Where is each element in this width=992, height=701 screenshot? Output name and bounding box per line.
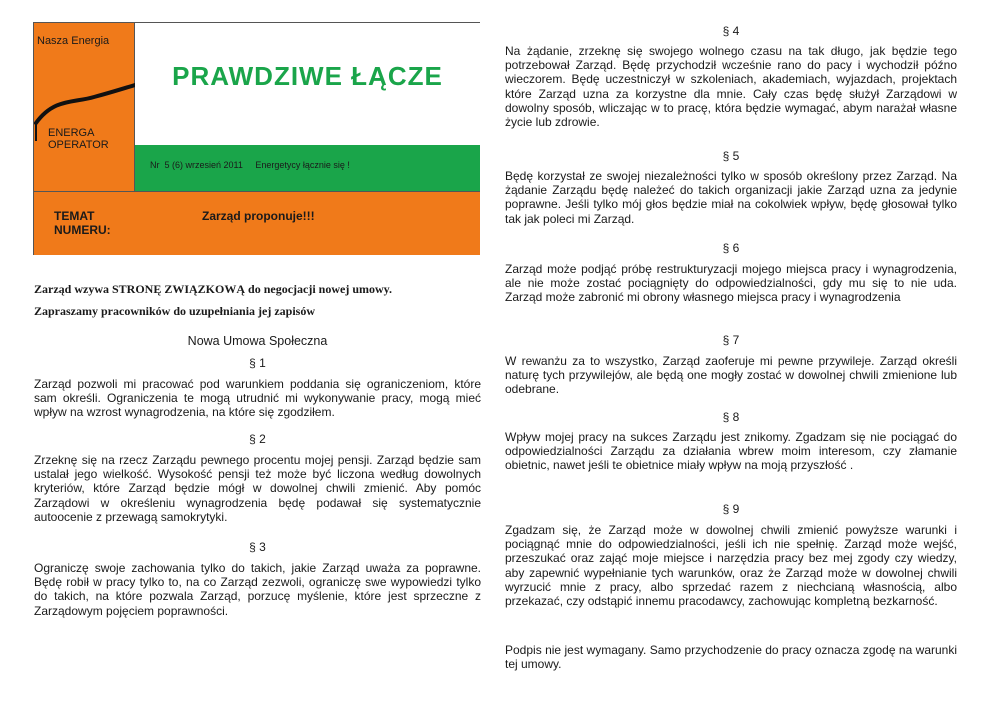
closing-note: Podpis nie jest wymagany. Samo przychodzenie do pracy oznacza zgodę na warunki tej umowy. bbox=[505, 643, 957, 672]
section-text: Na żądanie, zrzeknę się swojego wolnego czasu na tak długo, jak będzie tego potrzebował Zarząd. Będę przychodził wcześnie rano do pacy i wychodził późno wieczorem. Będę uczestniczył w szkoleniach, akademiach, wyjazdach, projektach które Zarząd uzna za korzystne dla mnie. Cały czas będę służył Zarządowi w dowolny sposób, wliczając w to pracę, która będzie wymagać, abym narażał własne życie lub zdrowie. bbox=[505, 44, 957, 130]
topic-label-line1: TEMAT bbox=[54, 209, 95, 223]
section-text: Zarząd może podjąć próbę restrukturyzacji mojego miejsca pracy i wynagrodzenia, ale nie może zostać pociągnięty do odpowiedzialności, gdy mu się to nie uda. Zarząd może zabronić mi obrony własnego miejsca pracy i wynagrodzenia bbox=[505, 262, 957, 305]
section-heading: § 3 bbox=[249, 540, 266, 554]
topic-value: Zarząd proponuje!!! bbox=[202, 209, 315, 223]
section-heading: § 6 bbox=[722, 241, 740, 255]
operator-name: ENERGA OPERATOR bbox=[48, 127, 109, 151]
topic-label-line2: NUMERU: bbox=[54, 223, 111, 237]
newsletter-title: PRAWDZIWE ŁĄCZE bbox=[172, 61, 443, 91]
section-text: Zgadzam się, że Zarząd może w dowolnej chwili zmienić powyższe warunki i pociągnąć mnie do odpowiedzialności, jeśli ich nie spełnię. Zarząd może wejść, przeszukać oraz zająć moje miejsce i narzędzia pracy bez mej zgody czy wiedzy, aby zapewnić wypełnianie tych warunków, oraz że Zarząd może w dowolnej chwili wyrzucić mnie z pracy, albo sprzedać razem z niechcianą własnością, albo przekazać, czy odstąpić innemu pracodawcy, zachowując kompletną bezkarność. bbox=[505, 523, 957, 609]
issue-info: Nr 5 (6) wrzesień 2011 Energetycy łącznie się ! bbox=[150, 160, 350, 170]
lead-line-2: Zapraszamy pracowników do uzupełniania jej zapisów bbox=[34, 304, 316, 318]
section-heading: § 4 bbox=[722, 24, 740, 38]
section-text: Będę korzystał ze swojej niezależności tylko w sposób określony przez Zarząd. Na żądanie Zarządu będę należeć do takich organizacji jakie Zarząd uzna za jedynie poprawne. Jeśli tylko mój głos będzie miał na cokolwiek wpływ, będę głosował tylko tak jak poleci mi Zarząd. bbox=[505, 169, 957, 226]
section-text: Wpływ mojej pracy na sukces Zarządu jest znikomy. Zgadzam się nie pociągać do odpowiedzialności Zarządu za działania wbrew moim interesom, czy złamanie obietnic, nawet jeśli te obietnice miały wpływ na moją przyszłość . bbox=[505, 430, 957, 473]
lead-line-1: Zarząd wzywa STRONĘ ZWIĄZKOWĄ do negocjacji nowej umowy. bbox=[34, 282, 393, 296]
document-title: Nowa Umowa Społeczna bbox=[187, 334, 328, 348]
section-heading: § 8 bbox=[722, 410, 740, 424]
section-heading: § 9 bbox=[722, 502, 740, 516]
section-heading: § 1 bbox=[249, 356, 266, 370]
publisher-name: Nasza Energia bbox=[37, 35, 110, 47]
section-text: Zrzeknę się na rzecz Zarządu pewnego procentu mojej pensji. Zarząd będzie sam ustalał jego wielkość. Wysokość pensji też może być liczona według dowolnych kryteriów, które Zarząd będzie mógł w dowolnej chwili zmienić. Aby pomóc Zarządowi w określeniu wynagrodzenia będę podawał się systematycznie autoocenie z przewagą samokrytyki. bbox=[34, 453, 481, 524]
masthead bbox=[33, 22, 480, 255]
topic-label bbox=[54, 209, 111, 237]
section-text: Ograniczę swoje zachowania tylko do takich, jakie Zarząd uważa za poprawne. Będę robił w pracy tylko to, na co Zarząd zezwoli, ograniczę swe wypowiedzi tylko do takich, na które pozwala Zarząd, porzucę myślenie, które jest sprzeczne z Zarządowym pojęciem poprawności. bbox=[34, 561, 481, 618]
section-heading: § 7 bbox=[722, 333, 740, 347]
section-heading: § 5 bbox=[722, 149, 740, 163]
section-heading: § 2 bbox=[249, 432, 266, 446]
section-text: Zarząd pozwoli mi pracować pod warunkiem poddania się ograniczeniom, które sam określi. Ograniczenia te mogą utrudnić mi wykonywanie pracy, mogą mieć wpływ na wzrost wynagrodzenia, na które się zgodziłem. bbox=[34, 377, 481, 420]
section-text: W rewanżu za to wszystko, Zarząd zaoferuje mi pewne przywileje. Zarząd określi naturę tych przywilejów, ale będą one mogły zostać w dowolnej chwili zmienione lub odebrane. bbox=[505, 354, 957, 397]
